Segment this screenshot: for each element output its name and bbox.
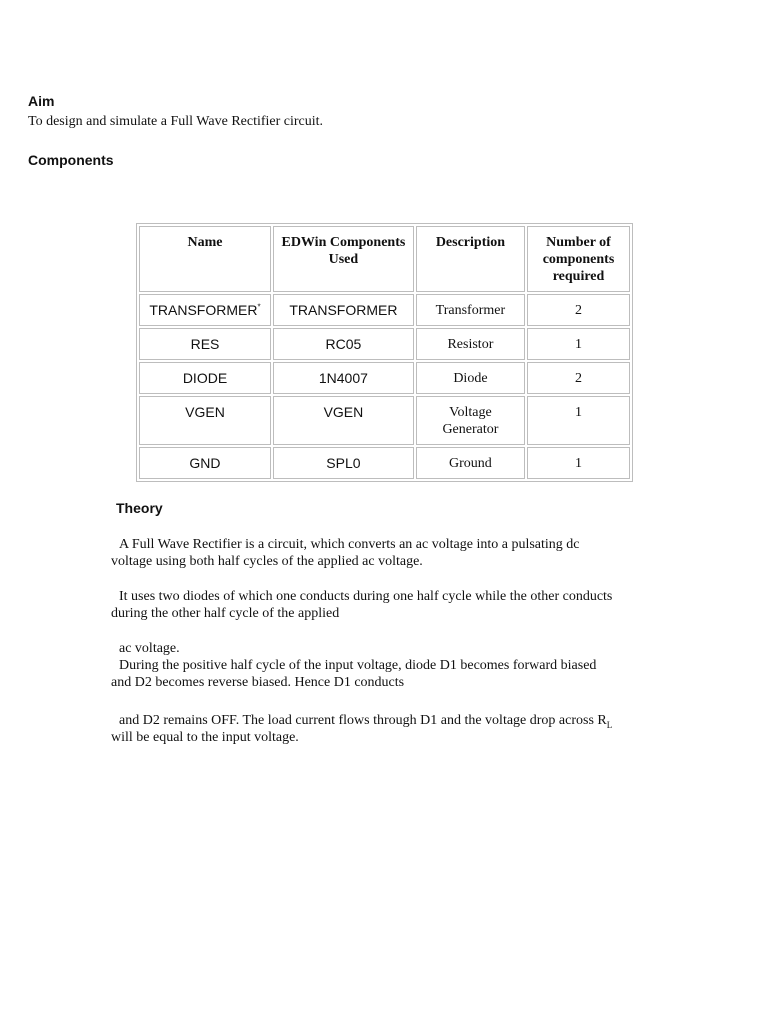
cell-description: Voltage Generator [416, 396, 525, 445]
column-header-count: Number of components required [527, 226, 630, 292]
cell-count: 1 [527, 396, 630, 445]
subscript-l: L [606, 719, 613, 730]
cell-name: RES [139, 328, 271, 360]
cell-description: Ground [416, 447, 525, 479]
cell-edwin: RC05 [273, 328, 414, 360]
theory-paragraph-1 [111, 536, 661, 570]
theory-line: and D2 becomes reverse biased. Hence D1 conducts [111, 675, 405, 690]
cell-description: Transformer [416, 294, 525, 326]
theory-paragraph-3 [111, 640, 661, 691]
cell-name-text: TRANSFORMER [149, 302, 258, 318]
theory-line: during the other half cycle of the applied [111, 606, 340, 621]
cell-edwin: TRANSFORMER [273, 294, 414, 326]
column-header-name: Name [139, 226, 271, 292]
theory-line [111, 712, 661, 729]
table-header-row [139, 226, 630, 292]
cell-name: DIODE [139, 362, 271, 394]
cell-name [139, 294, 271, 326]
table-row [139, 328, 630, 360]
components-heading: Components [28, 152, 114, 168]
theory-line-text: and D2 remains OFF. The load current flows through D1 and the voltage drop across R [119, 713, 607, 728]
cell-name: GND [139, 447, 271, 479]
cell-description: Diode [416, 362, 525, 394]
theory-line: It uses two diodes of which one conducts during one half cycle while the other conducts [119, 589, 613, 604]
theory-line: A Full Wave Rectifier is a circuit, which converts an ac voltage into a pulsating dc [119, 537, 580, 552]
components-table [136, 223, 633, 482]
aim-text: To design and simulate a Full Wave Rectifier circuit. [28, 114, 324, 129]
table-row [139, 362, 630, 394]
theory-line: ac voltage. [119, 641, 180, 656]
cell-count: 1 [527, 328, 630, 360]
cell-edwin: 1N4007 [273, 362, 414, 394]
theory-line: voltage using both half cycles of the applied ac voltage. [111, 554, 423, 569]
cell-edwin: SPL0 [273, 447, 414, 479]
column-header-edwin: EDWin Components Used [273, 226, 414, 292]
theory-line: will be equal to the input voltage. [111, 730, 299, 745]
theory-paragraph-4 [111, 712, 661, 746]
cell-count: 2 [527, 362, 630, 394]
theory-line: During the positive half cycle of the input voltage, diode D1 becomes forward biased [119, 658, 597, 673]
cell-name: VGEN [139, 396, 271, 445]
cell-count: 1 [527, 447, 630, 479]
table-row [139, 294, 630, 326]
cell-count: 2 [527, 294, 630, 326]
theory-heading: Theory [116, 500, 163, 516]
theory-paragraph-2 [111, 588, 661, 622]
footnote-mark: * [257, 302, 261, 312]
column-header-description: Description [416, 226, 525, 292]
table-row [139, 396, 630, 445]
aim-heading: Aim [28, 93, 55, 109]
cell-edwin: VGEN [273, 396, 414, 445]
table-row [139, 447, 630, 479]
cell-description: Resistor [416, 328, 525, 360]
